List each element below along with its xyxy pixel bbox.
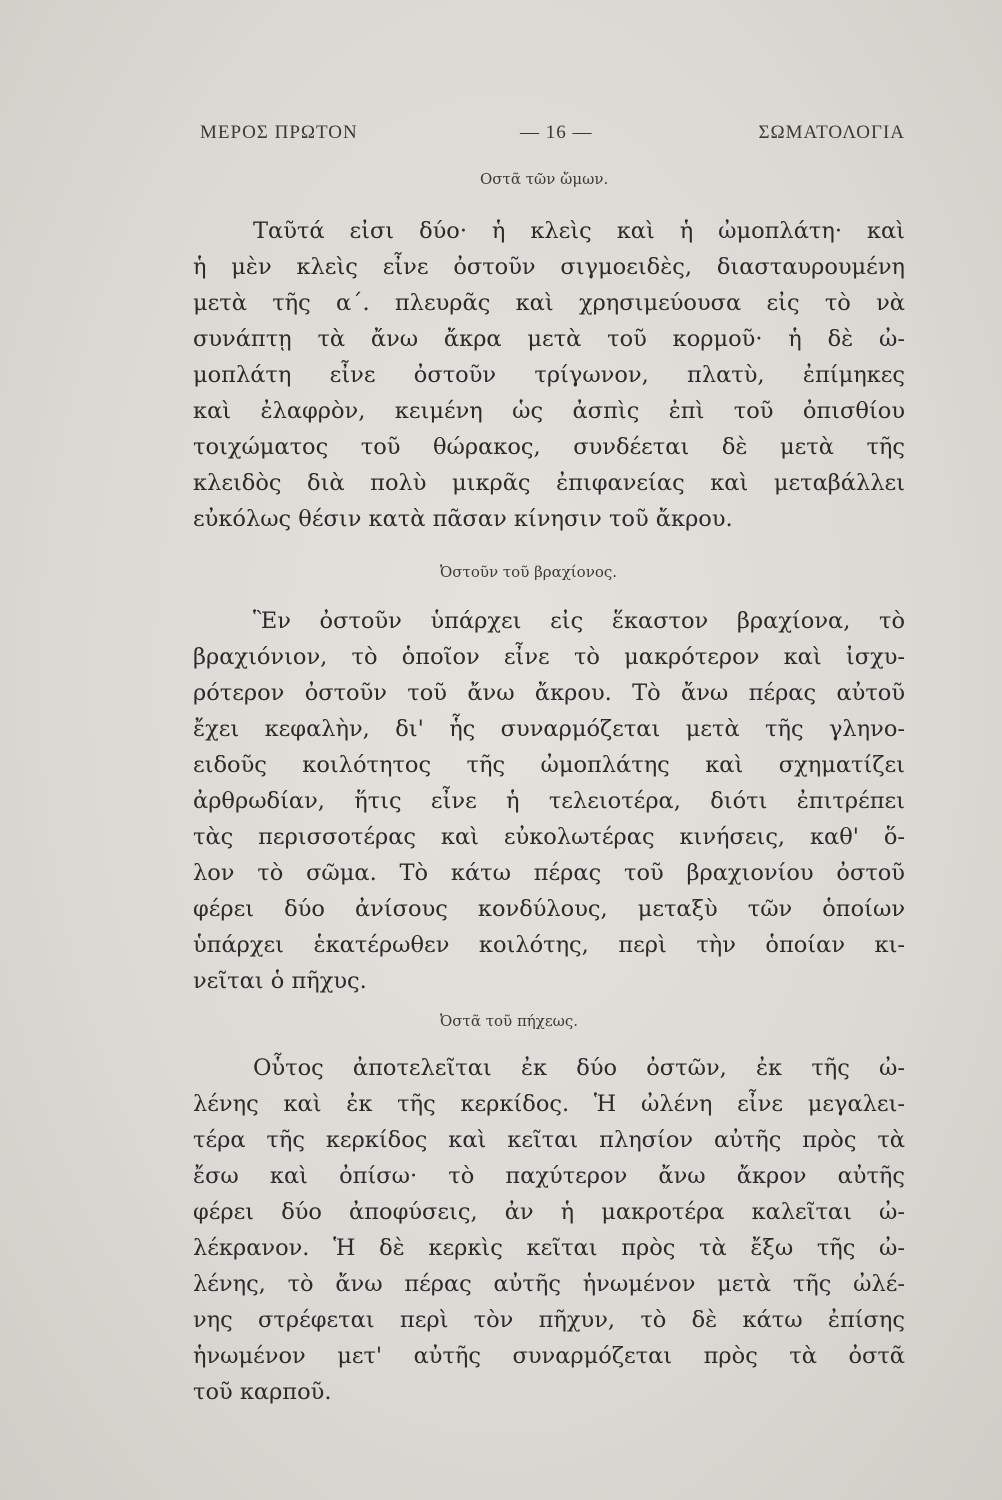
text-line: Ἓν ὀστοῦν ὑπάρχει εἰς ἕκαστον βραχίονα, τὸ bbox=[253, 608, 905, 634]
text-line: μετὰ τῆς α΄. πλευρᾶς καὶ χρησιμεύουσα εἰς τὸ νὰ bbox=[193, 290, 905, 316]
paragraph-arm-bone bbox=[193, 603, 905, 999]
text-line: τέρα τῆς κερκίδος καὶ κεῖται πλησίον αὐτῆς πρὸς τὰ bbox=[193, 1127, 905, 1153]
text-line: νεῖται ὁ πῆχυς. bbox=[193, 968, 367, 994]
text-line: βραχιόνιον, τὸ ὁποῖον εἶνε τὸ μακρότερον καὶ ἰσχυ- bbox=[193, 644, 905, 670]
paragraph-shoulder-bones bbox=[193, 213, 905, 537]
section-heading-forearm-bones: Ὀστᾶ τοῦ πήχεως. bbox=[440, 1012, 579, 1030]
text-line: νης στρέφεται περὶ τὸν πῆχυν, τὸ δὲ κάτω ἐπίσης bbox=[193, 1307, 905, 1333]
text-line: Οὗτος ἀποτελεῖται ἐκ δύο ὀστῶν, ἐκ τῆς ὠ- bbox=[253, 1055, 905, 1081]
text-line: φέρει δύο ἀνίσους κονδύλους, μεταξὺ τῶν ὁποίων bbox=[193, 896, 905, 922]
text-line: συνάπτῃ τὰ ἄνω ἄκρα μετὰ τοῦ κορμοῦ· ἡ δὲ ὠ- bbox=[193, 326, 905, 352]
text-line: τὰς περισσοτέρας καὶ εὐκολωτέρας κινήσεις, καθ' ὅ- bbox=[193, 824, 905, 850]
text-line: ειδοῦς κοιλότητος τῆς ὠμοπλάτης καὶ σχηματίζει bbox=[193, 752, 905, 778]
text-line: λέκρανον. Ἡ δὲ κερκὶς κεῖται πρὸς τὰ ἔξω τῆς ὠ- bbox=[193, 1235, 905, 1261]
text-line: τοῦ καρποῦ. bbox=[193, 1379, 332, 1405]
text-line: ὑπάρχει ἑκατέρωθεν κοιλότης, περὶ τὴν ὁποίαν κι- bbox=[193, 932, 905, 958]
running-head bbox=[200, 122, 905, 152]
text-line: ἔχει κεφαλὴν, δι' ἧς συναρμόζεται μετὰ τῆς γληνο- bbox=[193, 716, 905, 742]
section-heading-arm-bone: Ὀστοῦν τοῦ βραχίονος. bbox=[440, 563, 618, 581]
text-line: εὐκόλως θέσιν κατὰ πᾶσαν κίνησιν τοῦ ἄκρου. bbox=[193, 506, 733, 532]
page-number: — 16 — bbox=[520, 122, 593, 143]
text-line: φέρει δύο ἀποφύσεις, ἀν ἡ μακροτέρα καλεῖται ὠ- bbox=[193, 1199, 905, 1225]
book-subject: ΣΩΜΑΤΟΛΟΓΙΑ bbox=[758, 122, 905, 143]
part-title: ΜΕΡΟΣ ΠΡΩΤΟΝ bbox=[200, 122, 358, 143]
text-line: ρότερον ὀστοῦν τοῦ ἄνω ἄκρου. Τὸ ἄνω πέρας αὐτοῦ bbox=[193, 680, 905, 706]
text-line: ἀρθρωδίαν, ἥτις εἶνε ἡ τελειοτέρα, διότι ἐπιτρέπει bbox=[193, 788, 905, 814]
text-line: ἔσω καὶ ὀπίσω· τὸ παχύτερον ἄνω ἄκρον αὐτῆς bbox=[193, 1163, 905, 1189]
text-line: ἡ μὲν κλεὶς εἶνε ὀστοῦν σιγμοειδὲς, διασταυρουμένη bbox=[193, 254, 905, 280]
text-line: τοιχώματος τοῦ θώρακος, συνδέεται δὲ μετὰ τῆς bbox=[193, 434, 905, 460]
text-line: λένης, τὸ ἄνω πέρας αὐτῆς ἡνωμένον μετὰ τῆς ὠλέ- bbox=[193, 1271, 905, 1297]
text-line: κλειδὸς διὰ πολὺ μικρᾶς ἐπιφανείας καὶ μεταβάλλει bbox=[193, 470, 905, 496]
text-line: ἡνωμένον μετ' αὐτῆς συναρμόζεται πρὸς τὰ ὀστᾶ bbox=[193, 1343, 905, 1369]
text-line: μοπλάτη εἶνε ὀστοῦν τρίγωνον, πλατὺ, ἐπίμηκες bbox=[193, 362, 905, 388]
text-line: λον τὸ σῶμα. Τὸ κάτω πέρας τοῦ βραχιονίου ὀστοῦ bbox=[193, 860, 905, 886]
section-heading-shoulder-bones: Οστᾶ τῶν ὤμων. bbox=[480, 170, 609, 188]
text-line: Ταῦτά εἰσι δύο· ἡ κλεὶς καὶ ἡ ὠμοπλάτη· καὶ bbox=[253, 218, 905, 244]
paragraph-forearm-bones bbox=[193, 1050, 905, 1410]
text-line: καὶ ἐλαφρὸν, κειμένη ὡς ἀσπὶς ἐπὶ τοῦ ὀπισθίου bbox=[193, 398, 905, 424]
text-line: λένης καὶ ἐκ τῆς κερκίδος. Ἡ ὠλένη εἶνε μεγαλει- bbox=[193, 1091, 905, 1117]
